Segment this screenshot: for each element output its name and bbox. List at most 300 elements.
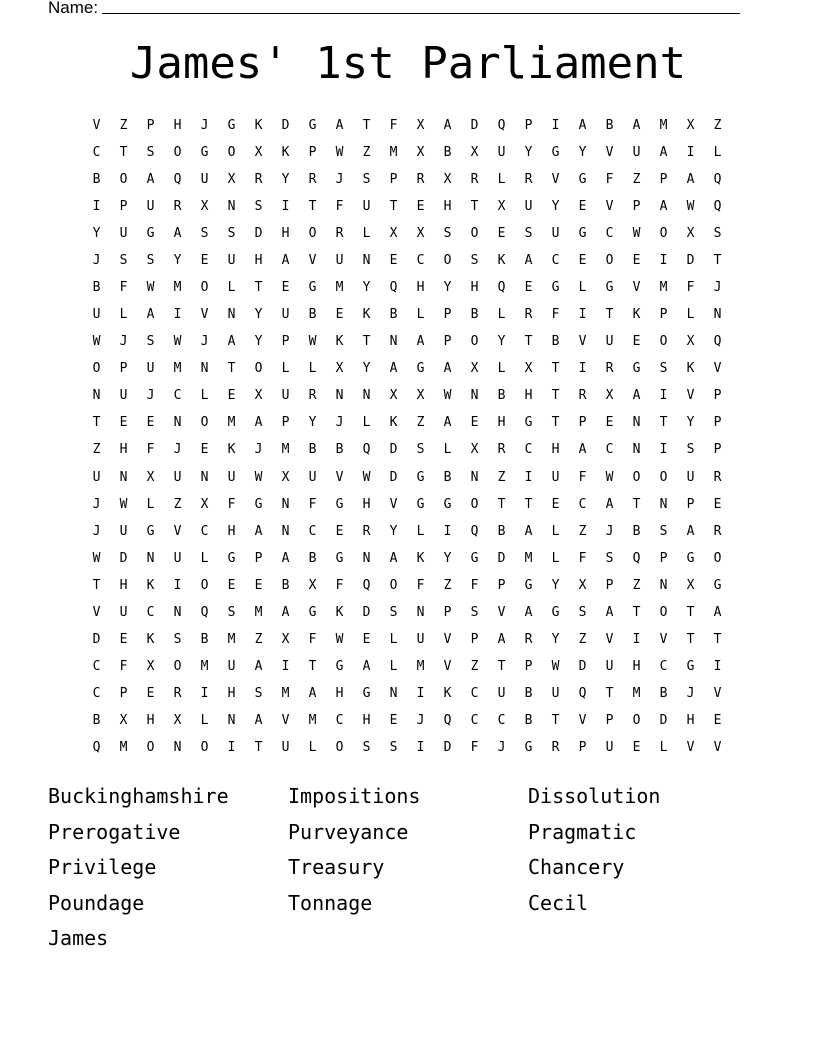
grid-letter: E [227,577,236,593]
grid-letter: K [686,361,695,377]
grid-letter: L [308,361,317,377]
grid-letter: V [92,117,101,133]
name-field-line [48,0,740,18]
grid-letter: K [632,307,641,323]
puzzle-title: James' 1st Parliament [129,38,687,89]
grid-letter: I [200,686,209,702]
grid-row [83,654,731,681]
grid-letter: R [713,523,722,539]
grid-letter: U [497,686,506,702]
grid-letter: B [281,577,290,593]
name-blank-rule [102,13,740,14]
grid-letter: P [146,117,155,133]
grid-letter: A [254,523,263,539]
grid-letter: T [686,604,695,620]
grid-letter: A [173,225,182,241]
grid-row [83,626,731,653]
grid-letter: M [659,280,668,295]
grid-letter: N [173,740,182,756]
grid-letter: H [632,659,641,675]
grid-letter: H [362,496,371,512]
grid-letter: H [416,280,425,295]
grid-letter: G [686,550,695,566]
grid-letter: R [524,632,533,648]
grid-letter: E [632,740,641,756]
grid-letter: S [713,225,722,241]
grid-letter: V [578,334,587,350]
grid-letter: H [281,225,290,241]
grid-row [83,302,731,329]
grid-letter: G [578,225,587,241]
grid-letter: G [335,659,344,675]
grid-letter: S [227,604,236,620]
grid-letter: O [470,225,479,241]
grid-letter: Y [92,225,101,241]
grid-letter: A [389,361,398,377]
grid-letter: W [173,334,182,350]
grid-letter: N [389,334,398,350]
grid-letter: L [200,550,209,566]
grid-letter: S [605,550,614,566]
grid-letter: Y [389,523,398,539]
grid-letter: I [92,198,101,214]
grid-letter: J [497,740,506,756]
grid-letter: R [551,740,560,756]
grid-letter: P [443,334,452,350]
grid-letter: F [416,577,425,593]
grid-letter: K [254,117,263,133]
grid-letter: F [227,496,236,512]
grid-letter: G [146,523,155,539]
grid-letter: O [713,550,722,566]
grid-letter: G [524,415,533,431]
grid-letter: J [92,496,101,512]
grid-letter: V [713,361,722,377]
grid-row [83,735,731,762]
grid-letter: N [713,307,722,323]
grid-letter: G [335,496,344,512]
grid-letter: A [578,442,587,458]
grid-letter: V [281,713,290,729]
grid-letter: L [416,523,425,539]
grid-letter: L [389,632,398,648]
grid-letter: B [389,307,398,323]
grid-row [83,545,731,572]
grid-letter: N [389,686,398,702]
grid-letter: Y [551,632,560,648]
grid-letter: R [173,686,182,702]
grid-letter: I [659,252,668,268]
grid-letter: V [713,686,722,702]
grid-row [83,247,731,274]
grid-letter: G [443,496,452,512]
grid-letter: L [119,307,128,323]
grid-letter: B [200,632,209,648]
grid-letter: O [659,469,668,485]
grid-letter: M [227,632,236,648]
grid-letter: B [470,307,479,323]
grid-letter: D [362,604,371,620]
grid-letter: Z [578,523,587,539]
grid-letter: D [470,117,479,133]
grid-letter: O [200,740,209,756]
grid-letter: G [416,469,425,485]
grid-letter: U [173,550,182,566]
grid-letter: Y [551,198,560,214]
grid-letter: N [92,388,101,404]
grid-letter: A [281,550,290,566]
grid-letter: I [173,577,182,593]
grid-letter: Z [497,469,506,485]
grid-letter: F [470,577,479,593]
grid-letter: Z [173,496,182,512]
grid-row [83,139,731,166]
grid-letter: A [605,496,614,512]
grid-letter: V [605,198,614,214]
grid-row [83,681,731,708]
grid-letter: E [200,252,209,268]
grid-letter: V [497,604,506,620]
grid-letter: X [443,171,452,187]
grid-letter: J [119,334,128,350]
grid-letter: G [632,361,641,377]
grid-letter: B [92,280,101,295]
grid-letter: P [254,550,263,566]
grid-letter: P [659,171,668,187]
word-list-item: Cecil [528,890,589,915]
grid-letter: E [227,388,236,404]
grid-letter: U [92,307,101,323]
grid-letter: Z [470,659,479,675]
grid-letter: W [443,388,452,404]
grid-letter: G [254,496,263,512]
grid-letter: I [443,523,452,539]
grid-letter: N [281,523,290,539]
grid-letter: O [605,252,614,268]
grid-letter: H [146,713,155,729]
grid-letter: N [227,713,236,729]
grid-letter: I [578,307,587,323]
grid-letter: F [146,442,155,458]
grid-letter: Z [632,171,641,187]
grid-letter: X [389,388,398,404]
grid-letter: S [470,604,479,620]
grid-letter: O [254,361,263,377]
grid-letter: S [227,225,236,241]
word-list-item: Privilege [48,855,157,879]
grid-letter: L [416,307,425,323]
grid-letter: C [173,388,182,404]
grid-letter: N [173,604,182,620]
grid-letter: I [281,198,290,214]
grid-letter: E [632,252,641,268]
grid-letter: T [632,604,641,620]
grid-letter: X [281,469,290,485]
word-list-item: Impositions [288,784,421,808]
grid-letter: A [686,171,695,187]
grid-letter: H [524,388,533,404]
grid-letter: E [470,415,479,431]
grid-letter: K [497,252,506,268]
grid-letter: M [632,686,641,702]
grid-letter: P [308,144,317,160]
grid-letter: A [443,415,452,431]
grid-letter: A [659,144,668,160]
grid-letter: T [119,144,128,160]
grid-letter: V [443,632,452,648]
grid-letter: T [551,415,560,431]
grid-letter: S [146,144,155,160]
grid-letter: T [551,361,560,377]
grid-letter: C [92,686,101,702]
grid-letter: T [497,496,506,512]
grid-letter: U [200,171,209,187]
grid-letter: E [335,307,344,323]
grid-letter: Z [92,442,101,458]
grid-letter: L [146,496,155,512]
grid-letter: Q [92,740,101,756]
grid-letter: X [416,144,425,160]
grid-letter: Q [713,171,722,187]
grid-letter: A [308,686,317,702]
grid-letter: U [605,740,614,756]
grid-letter: A [443,361,452,377]
grid-letter: N [281,496,290,512]
grid-letter: G [578,171,587,187]
grid-row [83,112,731,139]
grid-letter: A [146,307,155,323]
word-list [48,780,768,958]
grid-letter: H [227,523,236,539]
grid-letter: Y [443,280,452,295]
grid-letter: N [632,415,641,431]
grid-letter: U [227,659,236,675]
grid-letter: M [659,117,668,133]
grid-letter: W [146,280,155,295]
word-list-item: Pragmatic [528,819,637,844]
grid-letter: H [443,198,452,214]
grid-letter: N [416,604,425,620]
grid-letter: Y [362,280,371,295]
grid-letter: M [119,740,128,756]
grid-letter: E [362,632,371,648]
grid-letter: S [659,361,668,377]
grid-letter: J [335,171,344,187]
grid-letter: P [713,388,722,404]
grid-letter: T [308,198,317,214]
grid-letter: U [362,198,371,214]
grid-letter: U [605,659,614,675]
grid-letter: Y [524,144,533,160]
grid-letter: C [146,604,155,620]
grid-letter: E [335,523,344,539]
grid-letter: Q [713,198,722,214]
grid-letter: I [551,117,560,133]
grid-letter: E [119,415,128,431]
grid-letter: V [686,388,695,404]
grid-letter: K [416,550,425,566]
grid-letter: B [308,307,317,323]
grid-letter: P [389,171,398,187]
grid-letter: B [335,442,344,458]
grid-letter: Y [497,334,506,350]
grid-letter: G [308,280,317,295]
grid-letter: P [686,496,695,512]
grid-letter: T [524,496,533,512]
grid-row [83,599,731,626]
grid-letter: E [281,280,290,295]
grid-letter: E [551,496,560,512]
grid-letter: L [308,740,317,756]
grid-letter: R [173,198,182,214]
grid-letter: X [524,361,533,377]
grid-letter: G [605,280,614,295]
grid-letter: P [119,361,128,377]
grid-letter: N [659,496,668,512]
grid-letter: N [335,388,344,404]
grid-letter: S [254,686,263,702]
grid-letter: U [119,604,128,620]
grid-letter: U [605,334,614,350]
grid-letter: S [254,198,263,214]
grid-letter: E [146,686,155,702]
grid-letter: B [551,334,560,350]
grid-letter: U [119,388,128,404]
grid-letter: X [146,469,155,485]
grid-letter: P [470,632,479,648]
grid-letter: N [470,469,479,485]
grid-letter: X [578,577,587,593]
grid-letter: K [443,686,452,702]
word-list-item: Dissolution [528,784,661,808]
grid-letter: U [551,469,560,485]
grid-letter: B [497,388,506,404]
grid-letter: B [308,442,317,458]
grid-letter: L [551,523,560,539]
grid-letter: K [335,604,344,620]
grid-letter: U [335,252,344,268]
grid-letter: J [335,415,344,431]
grid-letter: Y [173,252,182,268]
grid-letter: T [551,713,560,729]
grid-letter: W [254,469,263,485]
grid-letter: S [686,442,695,458]
grid-letter: E [632,334,641,350]
word-list-item: Purveyance [288,819,409,844]
grid-letter: L [497,171,506,187]
grid-letter: M [200,659,209,675]
grid-letter: J [173,442,182,458]
grid-row [83,572,731,599]
grid-letter: L [686,307,695,323]
grid-letter: A [713,604,722,620]
grid-letter: T [92,415,101,431]
grid-letter: O [119,171,128,187]
grid-letter: S [362,740,371,756]
grid-letter: Z [713,117,722,133]
grid-letter: V [713,740,722,756]
grid-letter: O [659,604,668,620]
grid-row [83,166,731,193]
grid-letter: E [713,713,722,729]
grid-letter: R [605,361,614,377]
grid-letter: T [92,577,101,593]
grid-letter: P [524,659,533,675]
grid-letter: G [227,117,236,133]
grid-letter: V [659,632,668,648]
grid-letter: A [335,117,344,133]
grid-letter: Q [362,577,371,593]
grid-letter: S [119,252,128,268]
grid-letter: Z [362,144,371,160]
grid-row [83,464,731,491]
grid-letter: U [173,469,182,485]
grid-row [83,383,731,410]
grid-letter: M [389,144,398,160]
grid-letter: O [173,659,182,675]
grid-letter: W [335,144,344,160]
grid-letter: A [686,523,695,539]
grid-letter: U [146,361,155,377]
grid-letter: N [119,469,128,485]
grid-letter: R [713,469,722,485]
grid-letter: V [443,659,452,675]
grid-row [83,329,731,356]
grid-letter: J [416,713,425,729]
grid-letter: A [254,659,263,675]
grid-letter: T [551,388,560,404]
grid-letter: E [713,496,722,512]
grid-letter: O [335,740,344,756]
grid-letter: I [578,361,587,377]
grid-letter: N [362,388,371,404]
word-list-item: Treasury [288,855,385,879]
grid-letter: E [605,415,614,431]
grid-letter: O [227,144,236,160]
grid-letter: D [119,550,128,566]
grid-letter: U [146,198,155,214]
grid-letter: D [389,469,398,485]
grid-letter: F [119,280,128,295]
grid-letter: W [605,469,614,485]
grid-letter: Y [281,171,290,187]
grid-letter: R [362,523,371,539]
grid-letter: L [497,361,506,377]
grid-letter: C [578,496,587,512]
word-list-item: Prerogative [48,819,181,844]
grid-letter: C [497,713,506,729]
grid-letter: V [92,604,101,620]
grid-letter: Q [578,686,587,702]
grid-letter: W [362,469,371,485]
grid-letter: D [443,740,452,756]
grid-letter: W [92,334,101,350]
grid-letter: N [200,469,209,485]
grid-letter: O [470,496,479,512]
grid-letter: A [281,604,290,620]
grid-letter: H [686,713,695,729]
grid-letter: A [632,117,641,133]
grid-letter: P [659,307,668,323]
grid-letter: O [470,334,479,350]
grid-letter: E [578,252,587,268]
word-list-item: Tonnage [288,890,373,915]
grid-letter: G [524,740,533,756]
grid-letter: T [524,334,533,350]
grid-letter: M [308,713,317,729]
grid-letter: O [632,713,641,729]
grid-letter: W [119,496,128,512]
